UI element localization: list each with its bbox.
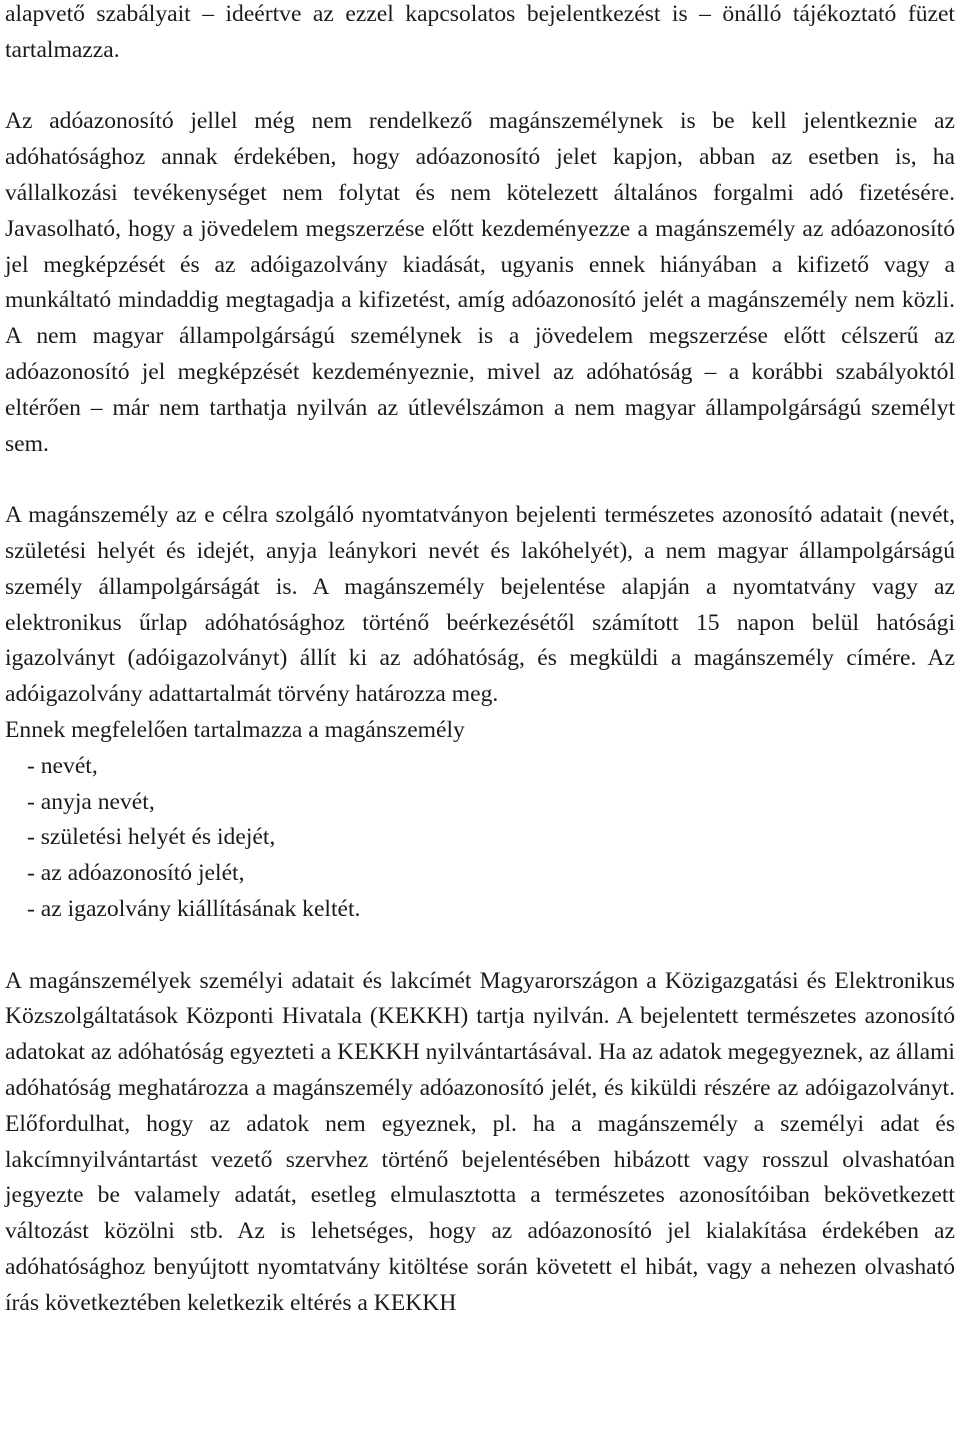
paragraph-identification-data: A magánszemély az e célra szolgáló nyomtatványon bejelenti természetes azonosító adatait (nevét, születési helyét és idejét, anyja leánykori nevét és lakóhelyét), a nem magyar állampolgárságú személy állampolgárságát is. A magánszemély bejelentése alapján a nyomtatvány vagy az elektronikus űrlap adóhatósághoz történő beérkezésétől számított 15 napon belül hatósági igazolványt (adóigazolványt) állít ki az adóhatóság, és megküldi a magánszemély címére. Az adóigazolvány adattartalmát törvény határozza meg. [5, 502, 955, 708]
paragraph-intro-continuation: alapvető szabályait – ideértve az ezzel kapcsolatos bejelentkezést is – önálló tájékoztató füzet tartalmazza. [5, 1, 955, 63]
list-item: - nevét, [27, 752, 98, 779]
paragraph-tax-id-registration: Az adóazonosító jellel még nem rendelkező magánszemélynek is be kell jelentkeznie az adóhatósághoz annak érdekében, hogy adóazonosító jelet kapjon, abban az esetben is, ha vállalkozási tevékenységet nem folytat és nem kötelezett általános forgalmi adó fizetésére. Javasolható, hogy a jövedelem megszerzése előtt kezdeményezze a magánszemély az adóazonosító jel megképzését és az adóigazolvány kiadását, ugyanis ennek hiányában a kifizető vagy a munkáltató mindaddig megtagadja a kifizetést, amíg adóazonosító jelét a magánszemély nem közli. A nem magyar állampolgárságú személynek is a jövedelem megszerzése előtt célszerű az adóazonosító jel megképzését kezdeményeznie, mivel az adóhatóság – a korábbi szabályoktól eltérően – már nem tarthatja nyilván az útlevélszámon a nem magyar állampolgárságú személyt sem. [5, 108, 955, 457]
paragraph-gap [5, 462, 955, 498]
list-intro: Ennek megfelelően tartalmazza a magánszemély [5, 716, 465, 743]
list-item: - az adóazonosító jelét, [27, 860, 245, 887]
paragraph-gap [5, 928, 955, 964]
card-contents-list [5, 749, 955, 928]
paragraph-kekkh-records: A magánszemélyek személyi adatait és lakcímét Magyarországon a Közigazgatási és Elektronikus Közszolgáltatások Központi Hivatala (KEKKH) tartja nyilván. A bejelentett természetes azonosító adatokat az adóhatóság egyezteti a KEKKH nyilvántartásával. Ha az adatok megegyeznek, az állami adóhatóság meghatározza a magánszemély adóazonosító jelét, és kiküldi részére az adóigazolványt. Előfordulhat, hogy az adatok nem egyeznek, pl. ha a magánszemély a személyi adat és lakcímnyilvántartást vezető szervhez történő bejelentésében hibázott vagy rosszul olvashatóan jegyezte be valamely adatát, esetleg elmulasztotta a természetes azonosítóiban bekövetkezett változást közölni stb. Az is lehetséges, hogy az adóazonosító jel kialakítása érdekében az adóhatósághoz benyújtott nyomtatvány kitöltése során követett el hibát, vagy a nehezen olvasható írás következtében keletkezik eltérés a KEKKH [5, 967, 955, 1316]
list-item: - anyja nevét, [27, 788, 155, 815]
paragraph-gap [5, 69, 955, 105]
list-item: - születési helyét és idejét, [27, 824, 276, 851]
list-item: - az igazolvány kiállításának keltét. [27, 895, 361, 922]
document-page [5, 0, 955, 1321]
